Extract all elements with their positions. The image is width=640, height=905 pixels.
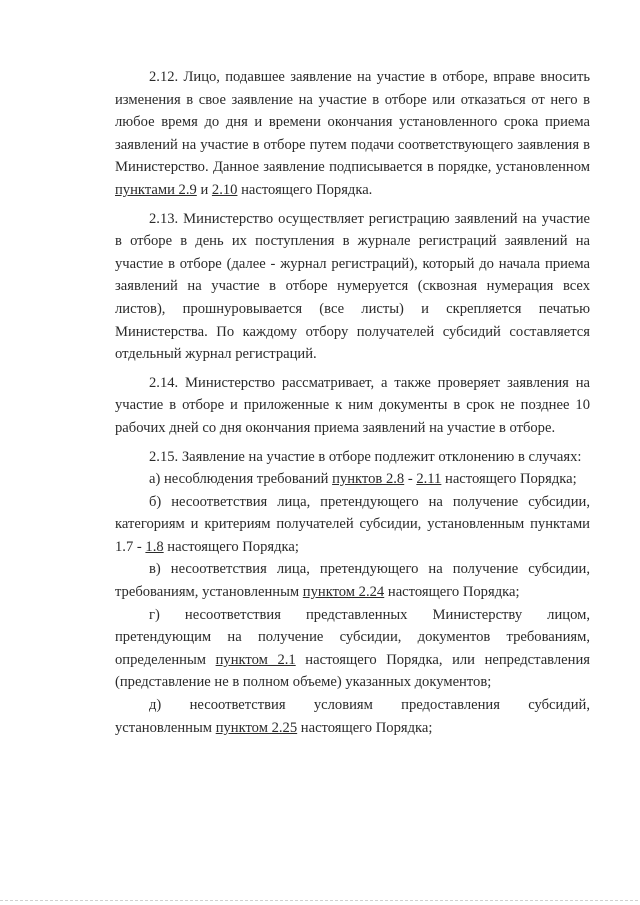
paragraph-2-13 bbox=[115, 208, 590, 366]
paragraph-d bbox=[115, 694, 590, 739]
paragraph-text: - bbox=[404, 471, 417, 488]
paragraph-text: настоящего Порядка, или непредставления (представление не в полном объеме) указанных документов; bbox=[115, 651, 590, 691]
cross-reference-link: 2.11 bbox=[416, 471, 442, 488]
paragraph-text: настоящего Порядка; bbox=[297, 719, 433, 736]
paragraph-text: г) несоответствия представленных Министерству лицом, претендующим на получение субсидии, документов требованиям, определенным bbox=[115, 606, 590, 668]
paragraph-text: 2.12. Лицо, подавшее заявление на участие в отборе, вправе вносить изменения в свое заявление на участие в отборе или отказаться от него в любое время до дня и времени окончания установленного срока приема заявлений на участие в отборе путем подачи соответствующего заявления в Министерство. Данное заявление подписывается в порядке, установленном bbox=[115, 69, 590, 176]
cross-reference-link: 1.8 bbox=[145, 538, 164, 555]
paragraph-text: настоящего Порядка; bbox=[384, 584, 520, 601]
page-edge-line bbox=[0, 900, 640, 901]
paragraph-text: настоящего Порядка; bbox=[163, 538, 299, 555]
paragraph-text: в) несоответствия лица, претендующего на получение субсидии, требованиям, установленным bbox=[115, 561, 590, 601]
paragraph-2-15 bbox=[115, 446, 590, 469]
paragraph-text: б) несоответствия лица, претендующего на получение субсидии, категориям и критериям получателей субсидии, установленным пунктами 1.7 - bbox=[115, 493, 590, 555]
paragraph-text: настоящего Порядка; bbox=[441, 471, 577, 488]
paragraph-2-12 bbox=[115, 66, 590, 202]
paragraph-2-14 bbox=[115, 372, 590, 440]
cross-reference-link: пунктом 2.24 bbox=[302, 584, 385, 601]
paragraph-text: а) несоблюдения требований bbox=[149, 471, 333, 488]
cross-reference-link: 2.10 bbox=[211, 181, 238, 198]
cross-reference-link: пунктом 2.1 bbox=[215, 651, 296, 668]
document-body bbox=[115, 66, 590, 739]
cross-reference-link: пунктом 2.25 bbox=[215, 719, 298, 736]
paragraph-text: 2.13. Министерство осуществляет регистрацию заявлений на участие в отборе в день их поступления в журнале регистраций заявлений на участие в отборе (далее - журнал регистраций), который до начала приема заявлений на участие в отборе нумеруется (сквозная нумерация всех листов), прошнуровывается (все листы) и скрепляется печатью Министерства. По каждому отбору получателей субсидий составляется отдельный журнал регистраций. bbox=[115, 210, 590, 363]
paragraph-text: и bbox=[196, 181, 212, 198]
paragraph-g bbox=[115, 604, 590, 694]
paragraph-text: 2.15. Заявление на участие в отборе подлежит отклонению в случаях: bbox=[149, 448, 582, 465]
paragraph-text: 2.14. Министерство рассматривает, а также проверяет заявления на участие в отборе и приложенные к ним документы в срок не позднее 10 рабочих дней со дня окончания приема заявлений на участие в отборе. bbox=[115, 374, 590, 436]
paragraph-text: д) несоответствия условиям предоставления субсидий, установленным bbox=[115, 697, 590, 736]
paragraph-a bbox=[115, 468, 590, 491]
paragraph-text: настоящего Порядка. bbox=[237, 181, 373, 198]
cross-reference-link: пунктами 2.9 bbox=[115, 181, 197, 198]
cross-reference-link: пунктов 2.8 bbox=[332, 471, 405, 488]
paragraph-v bbox=[115, 558, 590, 603]
paragraph-b bbox=[115, 491, 590, 559]
